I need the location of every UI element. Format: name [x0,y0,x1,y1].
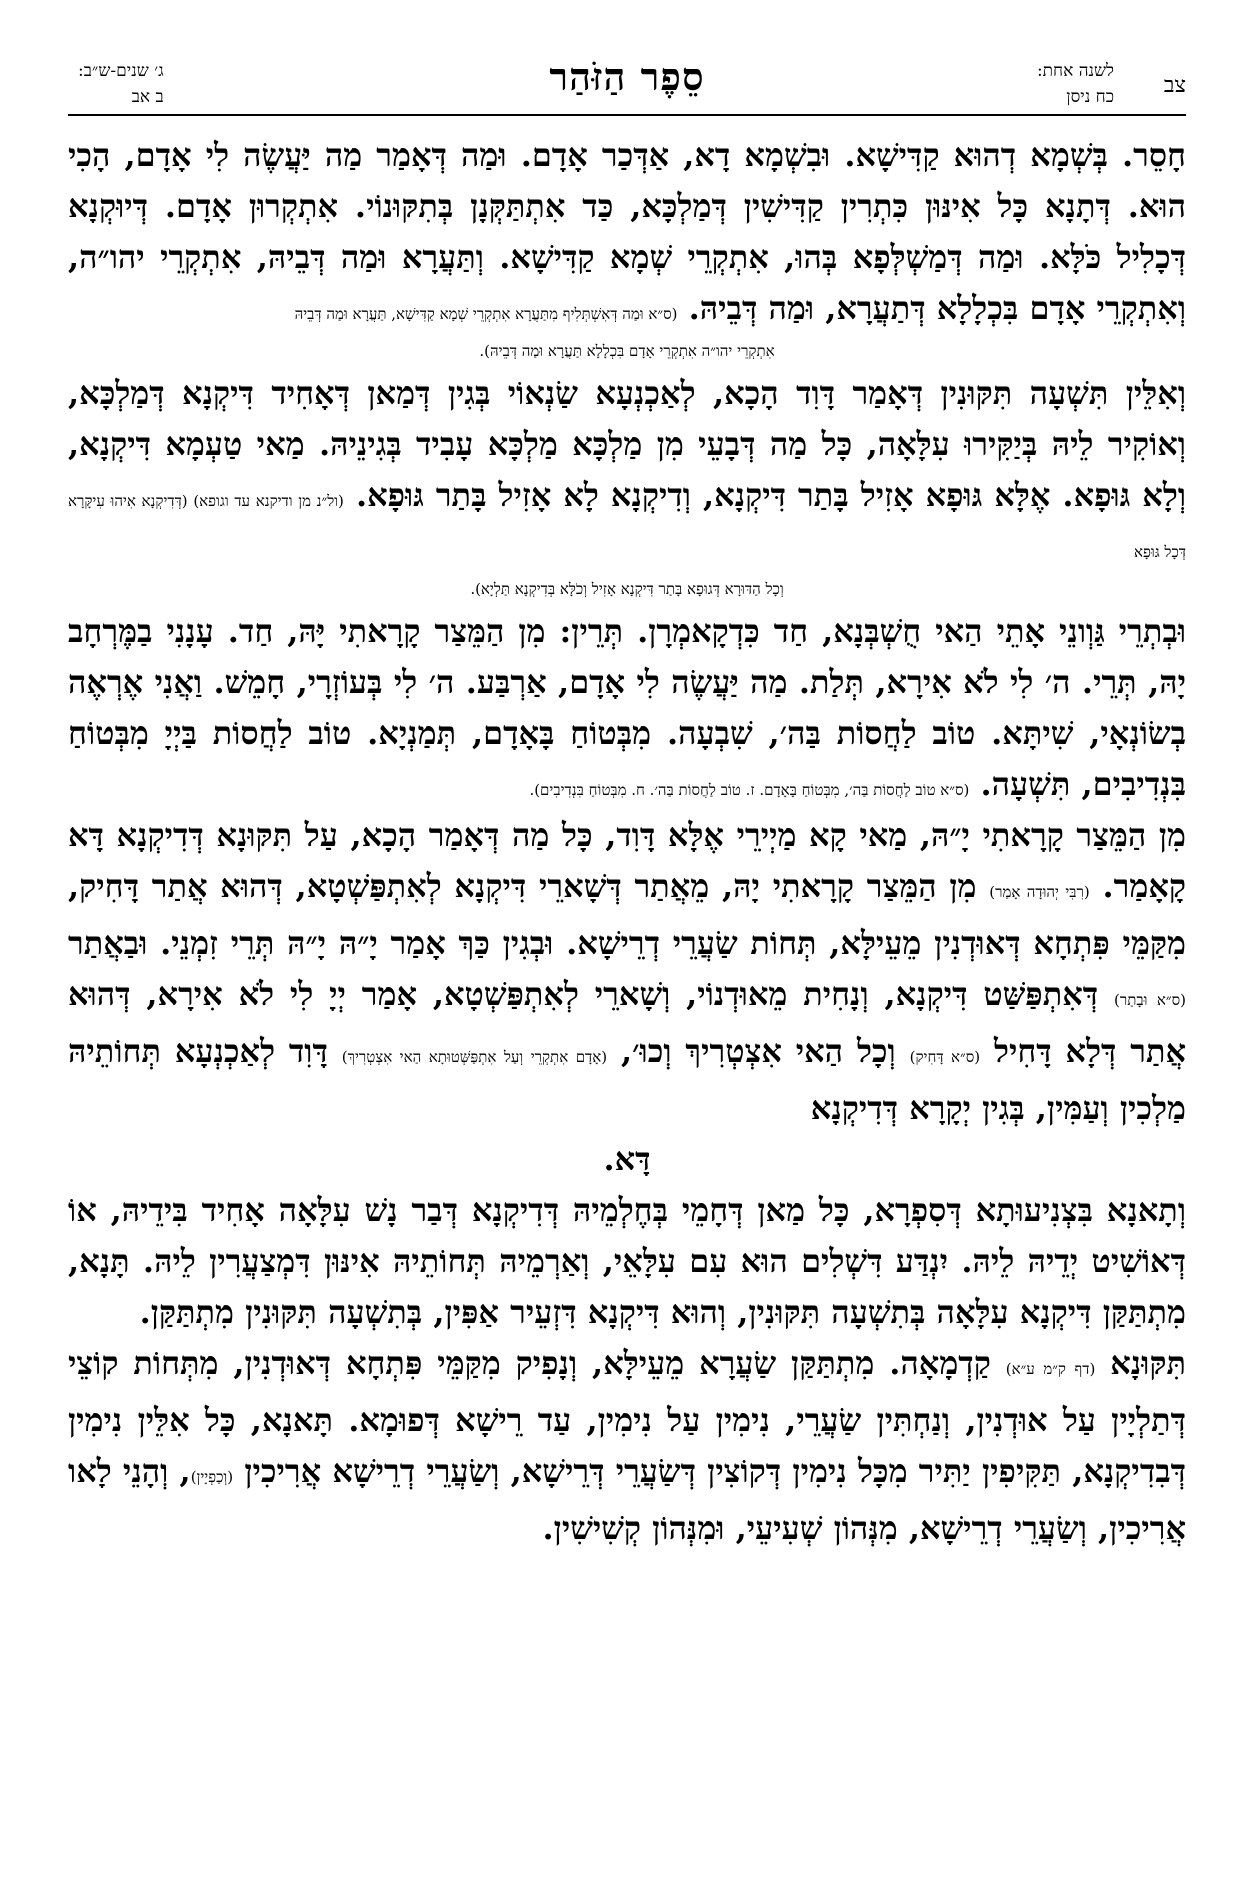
paragraph-4-text-d: וְכָל הַאי אִצְטְרִיךְ וְכוּ׳, [621,1032,896,1070]
paragraph-3-text: וּבְתְרֵי גַּוְונֵי אָתֵי הַאי חֻשְׁבְּנָא, חַד כִּדְקָאמְרָן. תְּרֵין: מִן הַמֵּצַר קָרָאתִי יָּהּ, חַד. עָנָנִי בַמֶּרְחָב יָהּ, תְּרֵי. ה׳ לִי לֹא אִירָא, תְּלַת. מַה יַּעֲשֶׂה לִי אָדָם, אַרְבַּע. ה׳ לִי בְּעוֹזְרָי, חָמֵשׁ. וַאֲנִי אֶרְאֶה בְשׂוֹנְאָי, שִׁיתָּא. טוֹב לַחֲסוֹת בַּה׳, שִׁבְעָה. מִבְּטוֹחַ בָּאָדָם, תְּמַנְיָא. טוֹב לַחֲסוֹת בַּיְיָ מִבְּטוֹחַ בִּנְדִיבִים, תִּשְׁעָה. [68,612,1187,803]
paragraph-1-text: חָסֵר. בְּשְׁמָא דְהוּא קַדִּישָׁא. וּבִשְׁמָא דָא, אַדְּכַר אָדָם. וּמַה דְּאָמַר מַה יַּעֲשֶׂה לִי אָדָם, הָכִי הוּא. דְּתָנָא כָּל אִינּוּן כִּתְרִין קַדִּישִׁין דְּמַלְכָּא, כַּד אִתְתַּקְּנָן בְּתִקּוּנוֹי. אִתְקְרוּן אָדָם. דְּיוּקְנָא דְּכָלִיל כֹּלָּא. וּמַה דְּמַשְׁלְּפָא בְּהוּ, אִתְקְרֵי שְׁמָא קַדִּישָׁא. וְתַּעֲרָא וּמַה דְּבֵיהּ, אִתְקְרֵי יהו״ה, וְאִתְקְרֵי אָדָם בִּכְלָלָא דְּתַעֲרָא, וּמַה דְּבֵיהּ. [68,136,1186,327]
paragraph-6-folio-ref: (דף ק״מ ע״א) [1005,1360,1096,1378]
schedule-label-three-years: ג׳ שנים-ש״ב: [78,61,164,81]
paragraph-4-last-word: דָּא. [603,1140,651,1178]
paragraph-4-text-e: דָּוִד לְאַכְנְעָא תְּחוֹתֵיהּ מַלְכִין וְעַמִּין, בְּגִין יְקָרָא דְּדִיקְנָא [68,1032,1186,1127]
page-header [68,52,1186,116]
main-text [68,130,1186,1554]
paragraph-6-lead-word: תִּקּוּנָא [1110,1344,1187,1382]
paragraph-4-ref-c: (ס״א דָּחִיק) [909,1048,981,1066]
book-title: סֵפֶר הַזֹּהַר [549,54,705,99]
schedule-date-one-year: כח ניסן [1066,87,1114,107]
paragraph-2-text: וְאִלֵּין תִּשְׁעָה תִּקּוּנִין דְּאָמַר דָּוִד הָכָא, לְאַכְנְעָא שַׂנְאוֹי בְּגִין דְּמַאן דְּאָחִיד דִּיקְנָא דְּמַלְכָּא, וְאוֹקִיר לֵיהּ בְּיַקִּירוּ עִלָּאָה, כָּל מַה דְּבָעֵי מִן מַלְכָּא מַלְכָּא עָבִיד בְּגִינֵיהּ. מַאי טַעְמָא דִּיקְנָא, וְלָא גּוּפָא. אֶלָּא גּוּפָא אָזִיל בָּתַר דִּיקְנָא, וְדִיקְנָא לָא אָזִיל בָּתַר גּוּפָא. [68,374,1187,514]
schedule-label-one-year: לשנה אחת: [1036,61,1114,81]
paragraph-6-ref-b: (וְכַפְיָין) [190,1468,234,1486]
paragraph-1 [68,130,1186,334]
paragraph-5-text: וְתָאנָא בִּצְנִיעוּתָא דְּסִפְרָא, כָּל מַאן דְּחָמֵי בְּחֶלְמֵיהּ דְּדִיקְנָא דְּבַר נָשׁ עִלָּאָה אָחִיד בִּידֵיהּ, אוֹ דְּאוֹשִׁיט יְדֵיהּ לֵיהּ. יִנְדַּע דִּשְׁלִים הוּא עִם עִלָּאֵי, וְאַרְמֵיהּ תְּחוֹתֵיהּ אִינּוּן דִּמְצַעֲרִין לֵיהּ. תָּנָא, מִתְתַּקַּן דִּיקְנָא עִלָּאָה בְּתִשְׁעָה תִּקּוּנִין, וְהוּא דִּיקְנָא דִּזְעֵיר אַפִּין, בְּתִשְׁעָה תִּקּוּנִין מִתְתַּקַּן. [68,1191,1186,1331]
paragraph-4-ref-b: (ס״א וּבָתַר) [1114,991,1186,1009]
paragraph-4-text-b: מִן הַמֵּצַר קָרָאתִי יָהּ, מֵאֲתַר דְּשָׁארֵי דִּיקְנָא לְאִתְפַּשְׁטָא, דְּהוּא אֲתַר דָּחִיק, מִקַּמֵּי פִּתְחָא דְּאוּדְנִין מֵעֵילָּא, תְּחוֹת שַׂעֲרֵי דְרֵישָׁא. וּבְגִין כַּךְ אָמַר יָ״הּ יָ״הּ תְּרֵי זִמְנֵי. וּבַאֲתַר [68,867,1186,962]
paragraph-4-text-a: מִן הַמֵּצַר קָרָאתִי יָ״הּ, מַאי קָא מַיְירֵי אֶלָּא דָּוִד, כָּל מַה דְּאָמַר הָכָא, עַל תִּקּוּנָא דְּדִיקְנָא דָּא קָאָמַר. [68,816,1187,905]
page [68,52,1186,1852]
paragraph-6 [68,1338,1186,1554]
reading-schedule-three-years [78,58,164,110]
paragraph-4-ref-d: (אָדָם אִתְקְרֵי וְעַל אִתְפַּשְּׁטוּתָא הַאי אִצְטְרִיךְ) [341,1048,608,1066]
paragraph-2-variant-note: (ול״נ מן ודיקנא עד וגופא) (דְּדִיקְנָא אִיהוּ עִיקָּרָא דְּכָל גּוּפָא [68,492,1186,561]
paragraph-5 [68,1185,1186,1338]
paragraph-3-variant-note: (ס״א טוֹב לַחֲסוֹת בַּה׳, מִבְּטוֹחַ בָּאָדָם. ז. טוֹב לַחֲסוֹת בַּה׳. ח. מִבְּטוֹחַ בִּנְדִיבִים). [529,781,970,799]
paragraph-6-text-b: , וְהָנֵי לָאו אֲרִיכִין, וְשַׂעֲרֵי דְרֵישָׁא, מִנְּהוֹן שְׁעִיעֵי, וּמִנְּהוֹן קְשִׁישִׁין. [68,1452,1186,1547]
paragraph-4-text-c: דְּאִתְפַּשַּׁט דִּיקְנָא, וְנָחִית מֵאוּדְנוֹי, וְשָׁארֵי לְאִתְפַּשְׁטָא, אָמַר יְיָ לִי לֹא אִירָא, דְּהוּא אֲתַר דְּלָא דָּחִיל [68,975,1187,1070]
paragraph-6-text-a: קַדְמָאָה. מִתְתַּקַּן שַׂעֲרָא מֵעֵילָּא, וְנָפִיק מִקַּמֵּי פִּתְחָא דְּאוּדְנִין, מִתְּחוֹת קוֹצֵי דְּתַלְיָין עַל אוּדְנִין, וְנַחְתִּין שַׂעֲרֵי, נִימִין עַל נִימִין, עַד רֵישָׁא דְּפוּמָא. תָּאנָא, כָּל אִלֵּין נִימִין דְּבִדִיקְנָא, תַּקִּיפִין יַתִּיר מִכָּל נִימִין דְּקוֹצִין דְּשַׂעֲרֵי דְּרֵישָׁא, וְשַׂעֲרֵי דְרֵישָׁא אֲרִיכִין [68,1344,1187,1490]
paragraph-1-variant-note: (ס״א וּמַה דְּאִשְׁתְּלִיף מִתַּעֲרָא אִתְקְרֵי שְׁמָא קַדִּישָׁא, תַּעֲרָא וּמַה דְּבֵיהּ [294,305,678,323]
paragraph-1-note-continuation: אִתְקְרֵי יהו״ה אִתְקְרֵי אָדָם בִּכְלָלָא תַּעֲרָא וּמַה דְּבֵיהּ). [479,342,775,360]
paragraph-2-note-continuation: וְכָל הַדּוּרָא דְּגוּפָא בָּתַר דִּיקְנָא אָזִיל וְכֹלָּא בְּדִיקְנָא תַּלְיָא). [470,580,784,598]
paragraph-3 [68,606,1186,810]
paragraph-2 [68,368,1186,572]
paragraph-4-ref-a: (רִבִּי יְהוּדָה אָמַר) [989,883,1090,901]
schedule-date-three-years: ב אב [131,87,164,107]
paragraph-4 [68,810,1186,1134]
page-number: צב [1163,73,1186,98]
